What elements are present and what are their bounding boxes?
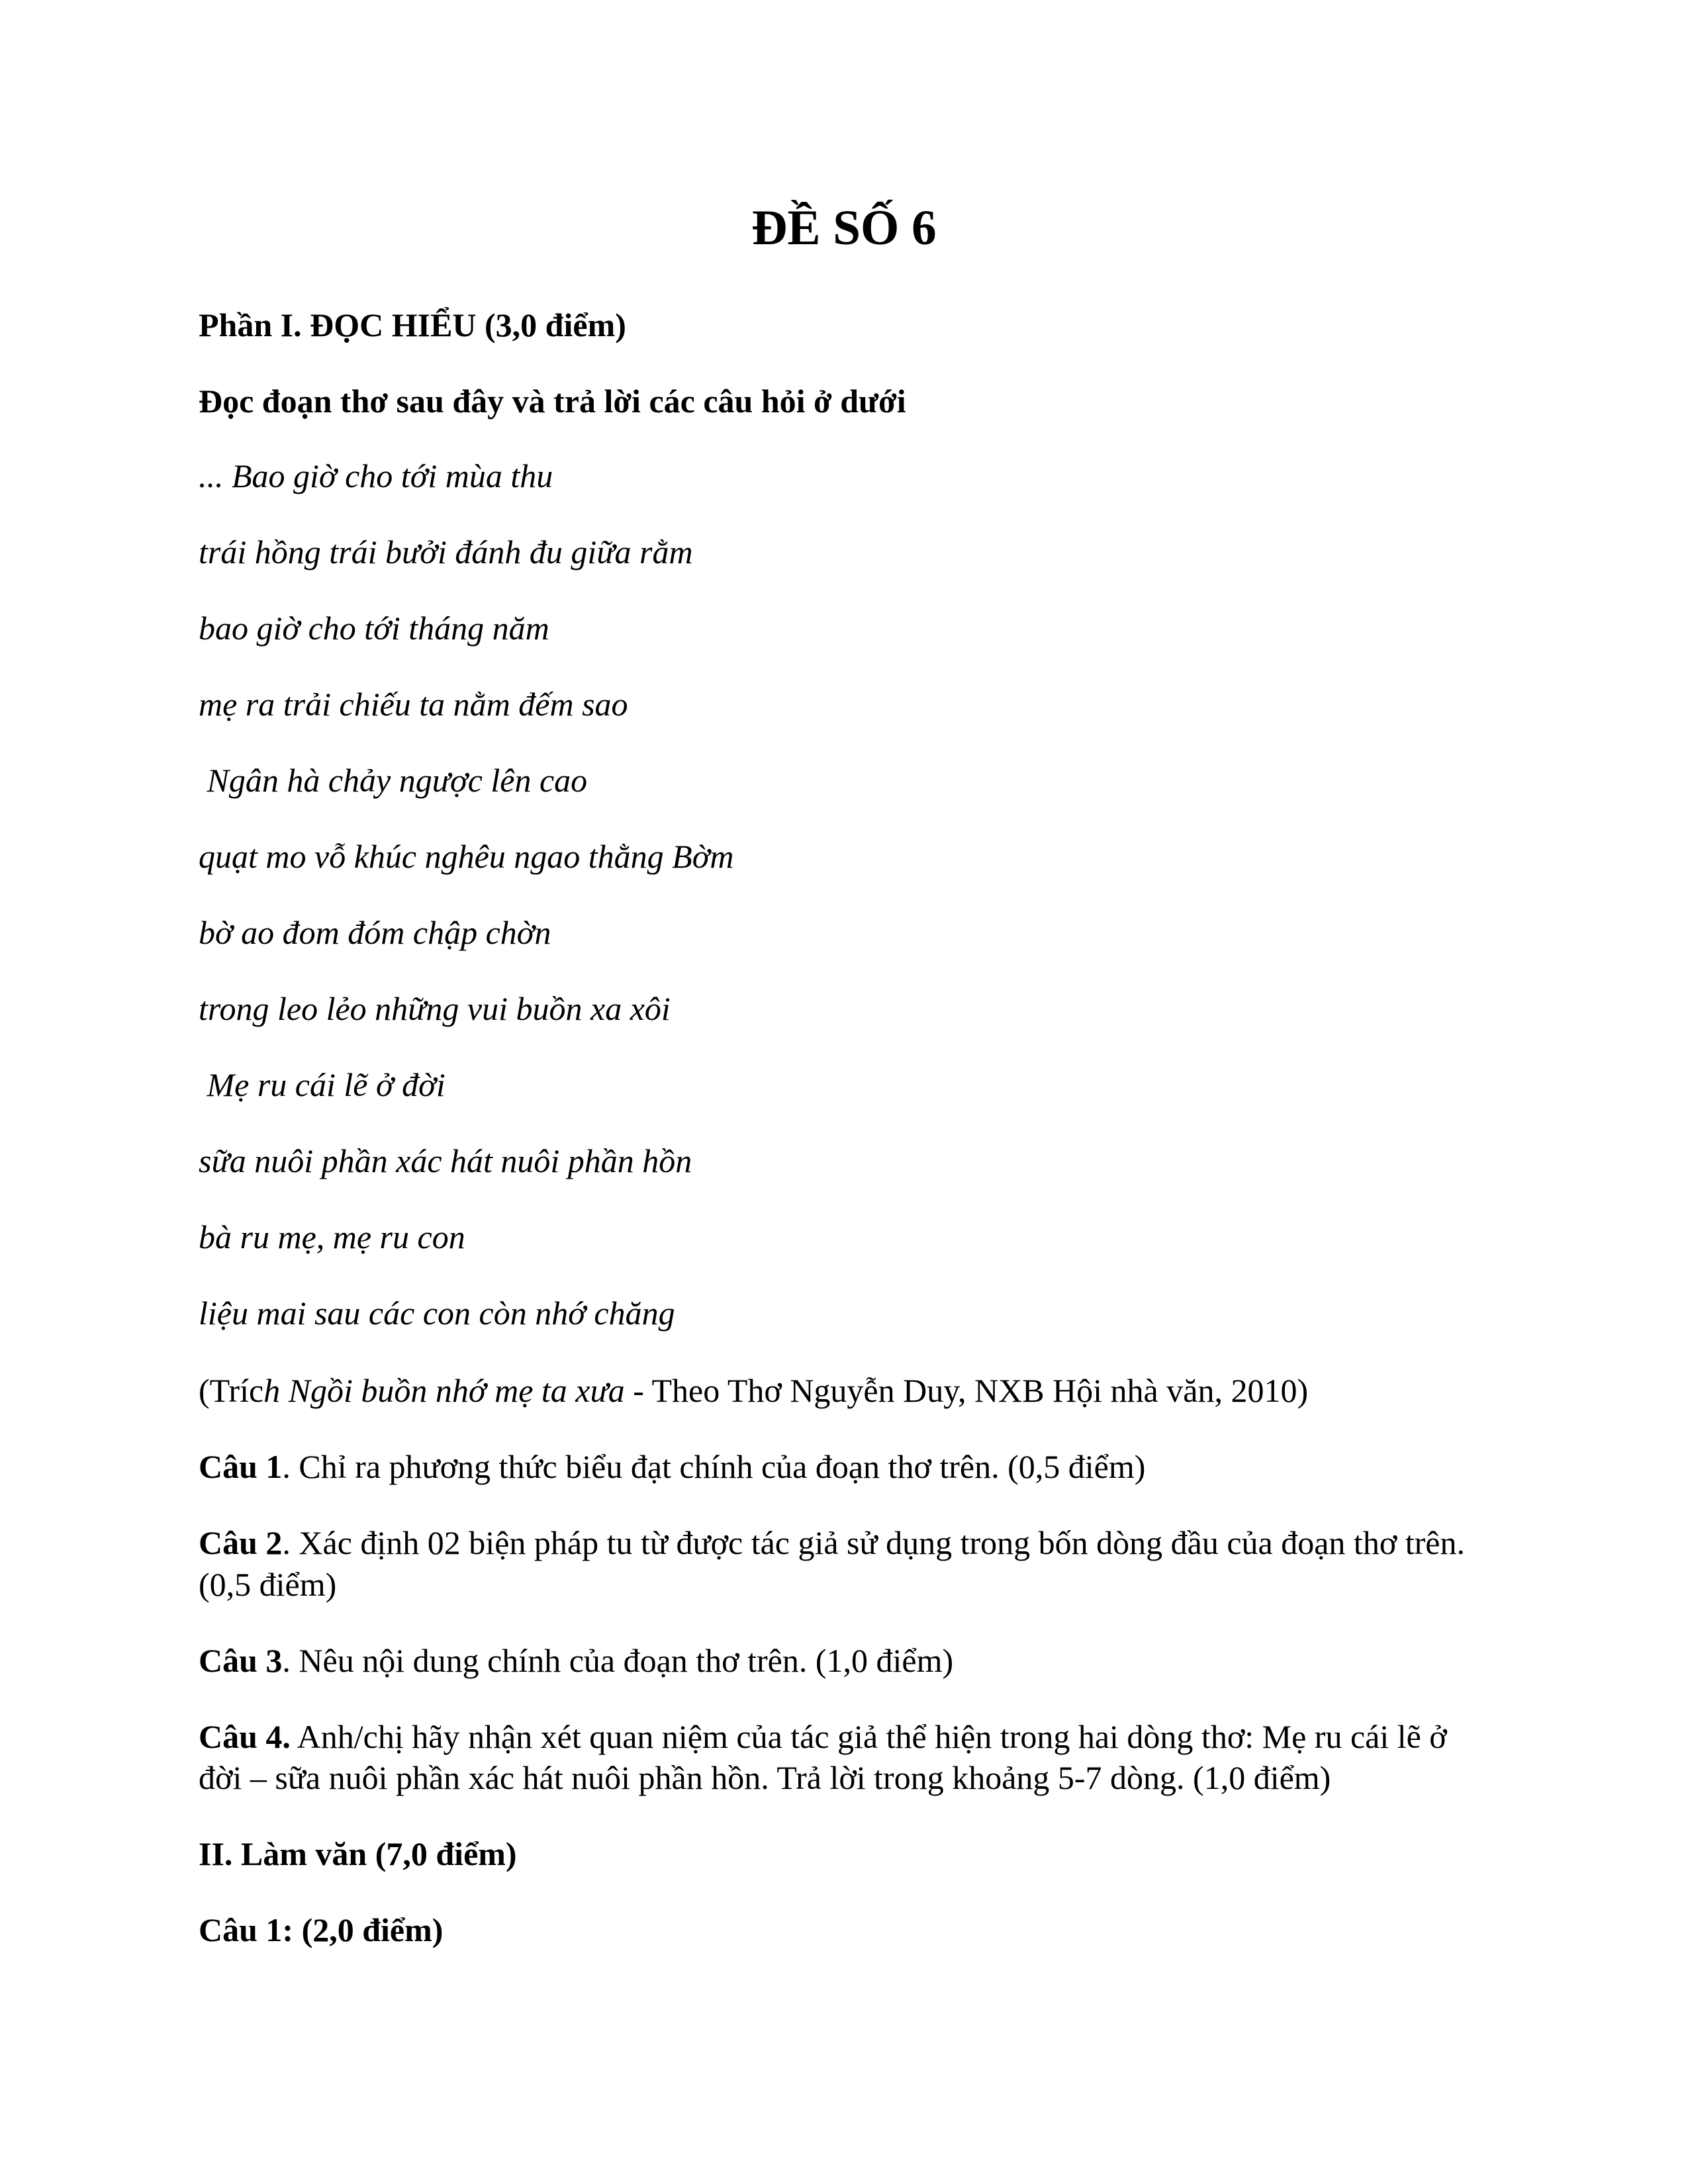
question-1 bbox=[199, 1447, 1489, 1486]
page-title: ĐỀ SỐ 6 bbox=[751, 201, 937, 255]
poem-line: sữa nuôi phần xác hát nuôi phần hồn bbox=[199, 1142, 692, 1179]
part1-instruction: Đọc đoạn thơ sau đây và trả lời các câu hỏi ở dưới bbox=[199, 383, 906, 420]
poem-line: Ngân hà chảy ngược lên cao bbox=[199, 762, 588, 799]
poem-line: trong leo lẻo những vui buồn xa xôi bbox=[199, 990, 671, 1027]
question-label: Câu 1 bbox=[199, 1448, 283, 1485]
part2-heading: II. Làm văn (7,0 điểm) bbox=[199, 1835, 517, 1872]
question-2 bbox=[199, 1524, 1489, 1562]
part1-heading: Phần I. ĐỌC HIỂU (3,0 điểm) bbox=[199, 306, 626, 343]
poem-line: bao giờ cho tới tháng năm bbox=[199, 610, 549, 647]
source-title: h Ngồi buồn nhớ mẹ ta xưa bbox=[263, 1372, 625, 1409]
question-4 bbox=[199, 1717, 1489, 1756]
question-label: Câu 3 bbox=[199, 1642, 283, 1679]
question-2-continuation: (0,5 điểm) bbox=[199, 1566, 337, 1603]
poem-source bbox=[199, 1371, 1489, 1410]
poem-line: quạt mo vỗ khúc nghêu ngao thằng Bờm bbox=[199, 838, 734, 875]
poem-line: Mẹ ru cái lẽ ở đời bbox=[199, 1066, 445, 1103]
question-label: Câu 4. bbox=[199, 1718, 291, 1755]
poem-line: bà ru mẹ, mẹ ru con bbox=[199, 1218, 465, 1255]
poem-line: bờ ao đom đóm chập chờn bbox=[199, 914, 551, 951]
poem-line: trái hồng trái bưởi đánh đu giữa rằm bbox=[199, 533, 693, 570]
question-text: . Xác định 02 biện pháp tu từ được tác giả sử dụng trong bốn dòng đầu của đoạn thơ trên. bbox=[282, 1524, 1465, 1561]
question-label: Câu 2 bbox=[199, 1524, 283, 1561]
question-text: Anh/chị hãy nhận xét quan niệm của tác giả thể hiện trong hai dòng thơ: Mẹ ru cái lẽ ở bbox=[290, 1718, 1447, 1755]
poem-line: liệu mai sau các con còn nhớ chăng bbox=[199, 1295, 675, 1332]
question-4-continuation: đời – sữa nuôi phần xác hát nuôi phần hồn. Trả lời trong khoảng 5-7 dòng. (1,0 điểm) bbox=[199, 1759, 1331, 1796]
source-suffix: - Theo Thơ Nguyễn Duy, NXB Hội nhà văn, 2010) bbox=[624, 1372, 1309, 1409]
poem-line: mẹ ra trải chiếu ta nằm đếm sao bbox=[199, 686, 628, 723]
question-3 bbox=[199, 1641, 1489, 1680]
source-prefix: (Tríc bbox=[199, 1372, 264, 1409]
question-text: . Chỉ ra phương thức biểu đạt chính của đoạn thơ trên. (0,5 điểm) bbox=[282, 1448, 1146, 1485]
part2-subheading: Câu 1: (2,0 điểm) bbox=[199, 1911, 444, 1948]
question-text: . Nêu nội dung chính của đoạn thơ trên. (1,0 điểm) bbox=[282, 1642, 954, 1679]
poem-line: ... Bao giờ cho tới mùa thu bbox=[199, 457, 553, 494]
